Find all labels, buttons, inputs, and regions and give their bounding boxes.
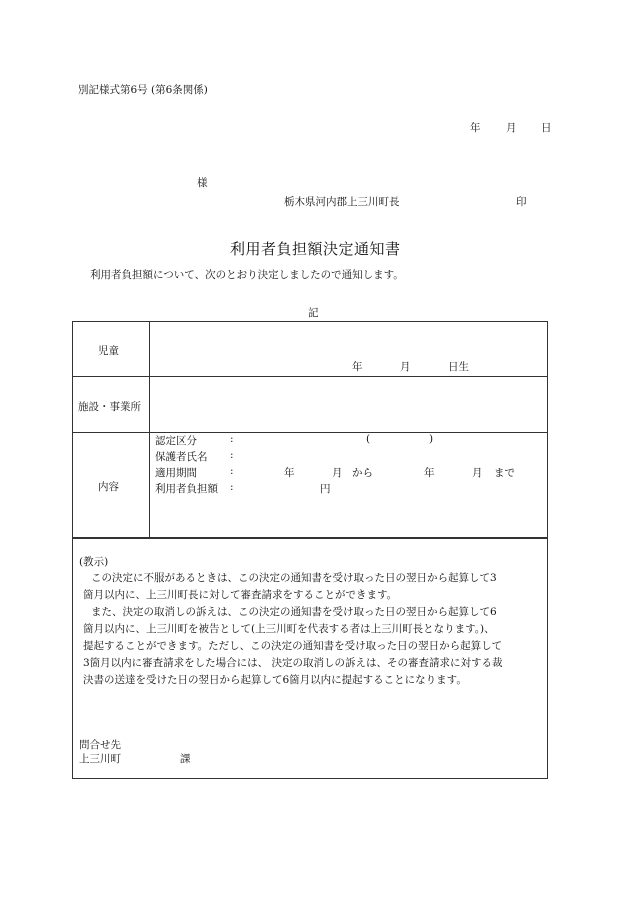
notice-line: 箇月以内に、上三川町長に対して審査請求をすることができます。 [83,589,398,601]
colon: : [230,433,234,445]
period-label: 適用期間 [155,467,197,479]
child-label: 児童 [98,345,119,357]
ki-marker: 記 [308,307,319,319]
contact-town: 上三川町 [79,753,121,765]
contact-label: 問合せ先 [79,739,121,751]
paren-open: ( [366,433,371,445]
notice-heading: (教示) [79,556,109,568]
content-label: 内容 [98,481,119,493]
period-until: まで [494,467,515,479]
birth-year-label: 年 [352,361,363,373]
period-end-year: 年 [424,467,435,479]
notice-body [79,570,503,689]
period-start-year: 年 [284,467,295,479]
notice-line: 3箇月以内に審査請求をした場合には、 決定の取消しの訴えは、その審査請求に対する裁 [83,657,503,669]
period-end-month: 月 [472,467,483,479]
facility-label: 施設・事業所 [78,401,141,413]
issuer-name: 栃木県河内郡上三川町長 [284,196,400,208]
fee-label: 利用者負担額 [155,483,218,495]
period-start-month: 月 [332,467,343,479]
details-table [72,321,548,539]
paren-close: ) [429,433,434,445]
yen-label: 円 [320,483,331,495]
form-number: 別記様式第6号 (第6条関係) [78,84,208,96]
date-year-label: 年 [470,122,481,134]
notice-line: 箇月以内に、上三川町を被告として(上三川町を代表する者は上三川町長となります。)、 [83,623,495,635]
birth-day-label: 日生 [448,361,469,373]
table-row-divider [72,376,547,377]
document-title: 利用者負担額決定通知書 [230,240,401,258]
table-column-divider [149,321,150,538]
notice-line: また、決定の取消しの訴えは、この決定の通知書を受け取った日の翌日から起算して6 [91,606,497,618]
period-from: から [352,467,373,479]
date-day-label: 日 [541,122,552,134]
seal-mark: 印 [516,196,527,208]
colon: : [230,481,234,493]
date-month-label: 月 [506,122,517,134]
colon: : [230,449,234,461]
birth-month-label: 月 [400,361,411,373]
nintei-label: 認定区分 [155,435,197,447]
table-row-divider [72,432,547,433]
notice-line: 決書の送達を受けた日の翌日から起算して6箇月以内に提起することになります。 [83,674,467,686]
colon: : [230,465,234,477]
notice-line: この決定に不服があるときは、この決定の通知書を受け取った日の翌日から起算して3 [91,572,497,584]
intro-text: 利用者負担額について、次のとおり決定しましたので通知します。 [90,269,404,281]
notice-line: 提起することができます。ただし、この決定の通知書を受け取った日の翌日から起算して [83,640,503,652]
recipient-suffix: 様 [197,177,208,189]
contact-dept: 課 [180,753,191,765]
guardian-label: 保護者氏名 [155,451,208,463]
